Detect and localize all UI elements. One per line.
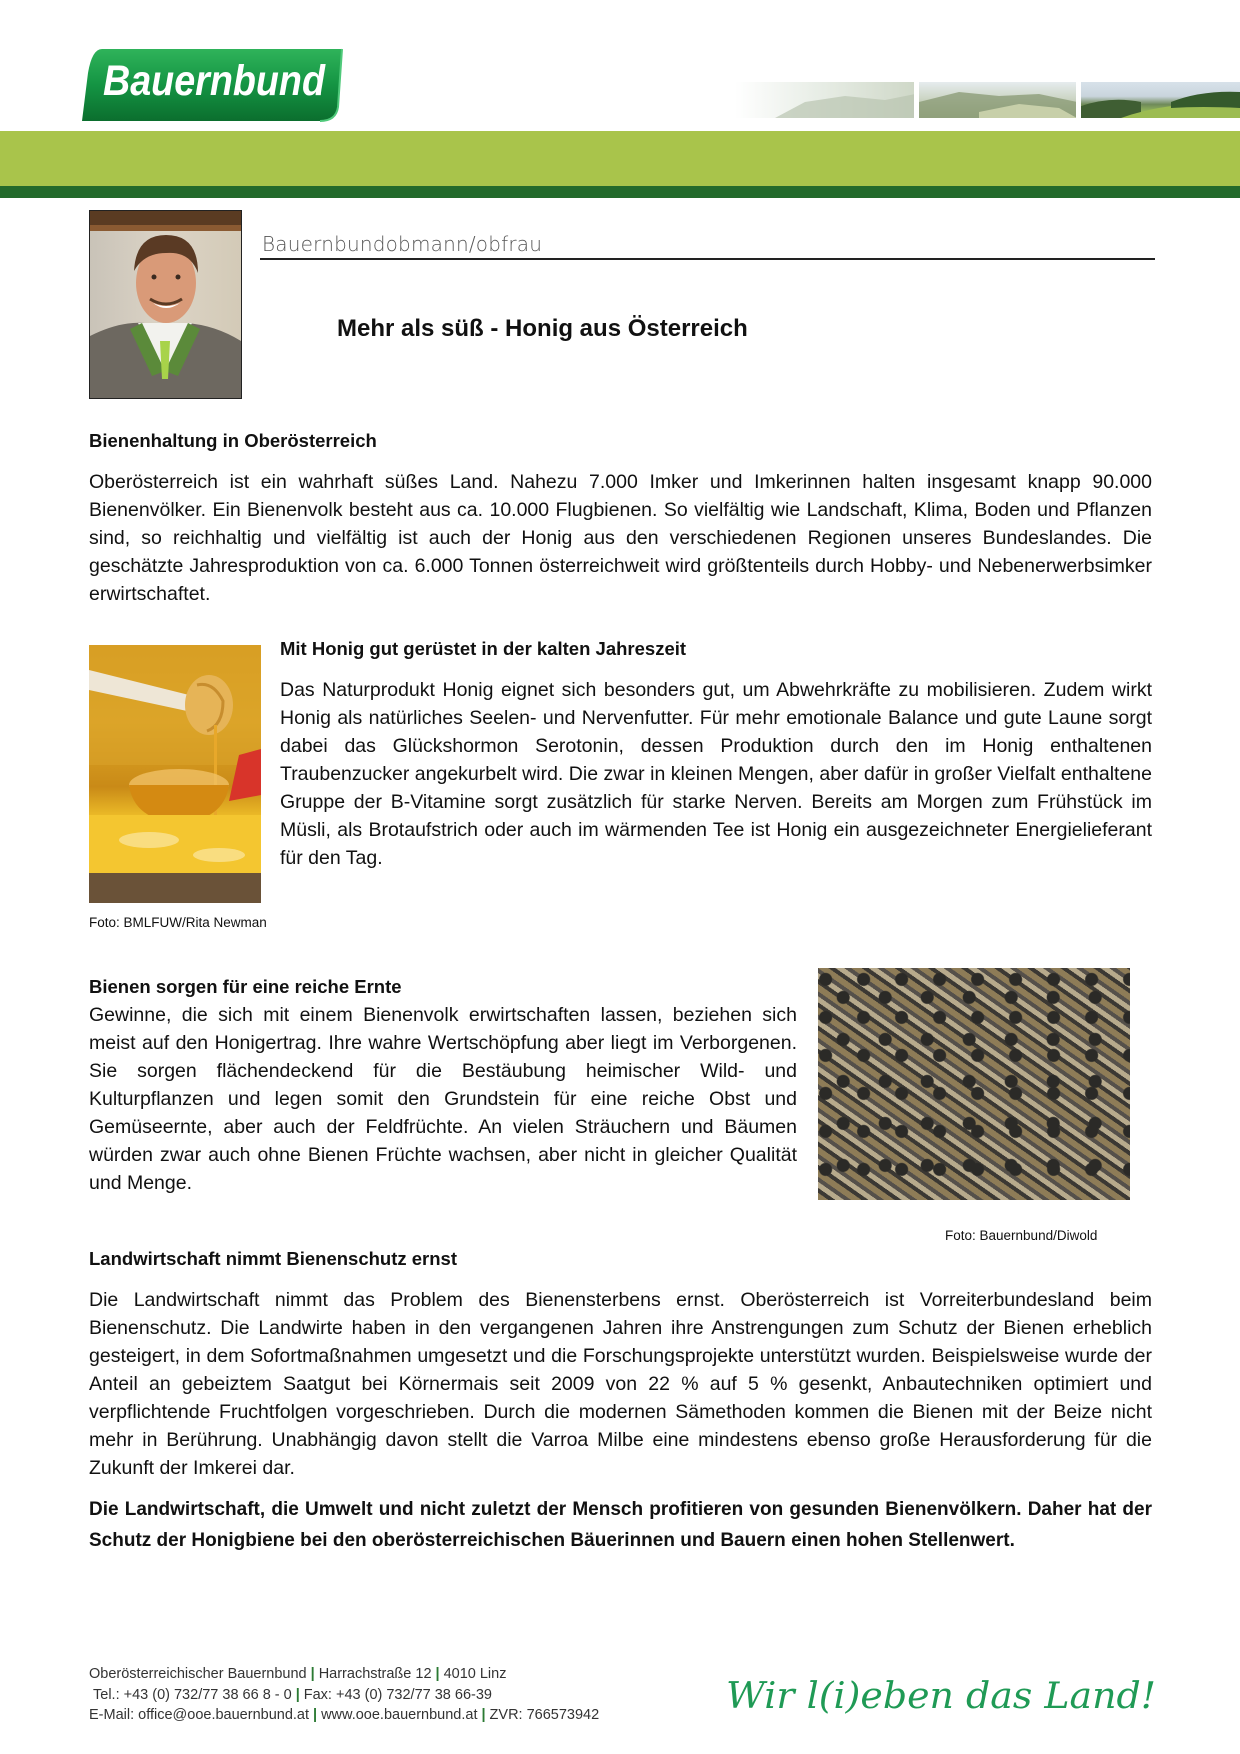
- footer-line-web: [89, 1705, 599, 1726]
- honey-photo: [89, 645, 261, 903]
- honey-photo-caption: Foto: BMLFUW/Rita Newman: [89, 915, 267, 930]
- footer-zvr: ZVR: 766573942: [489, 1707, 600, 1723]
- conclusion-paragraph: Die Landwirtschaft, die Umwelt und nicht zuletzt der Mensch profitieren von gesunden Bienenvölkern. Daher hat der Schutz der Honigbiene bei den oberösterreichischen Bäuerinnen und Bauern einen hohen Stellenwert.: [89, 1499, 1152, 1551]
- footer-separator: |: [313, 1707, 318, 1723]
- bees-photo-caption: Foto: Bauernbund/Diwold: [945, 1228, 1098, 1243]
- document-title: Mehr als süß - Honig aus Österreich: [337, 315, 748, 342]
- header-band-light: [0, 131, 1240, 186]
- bees-photo: [818, 968, 1130, 1200]
- header-band-dark: [0, 186, 1240, 198]
- section-heading-bienenschutz: Landwirtschaft nimmt Bienenschutz ernst: [89, 1248, 457, 1269]
- section-heading-ernte: Bienen sorgen für eine reiche Ernte: [89, 976, 402, 997]
- landscape-image-2: [919, 82, 1076, 118]
- logo-badge-icon: [80, 47, 382, 123]
- footer-tel: Tel.: +43 (0) 732/77 38 66 8 - 0: [93, 1686, 292, 1703]
- handwritten-slogan-icon: [722, 1662, 1162, 1722]
- section-heading-honig: Mit Honig gut gerüstet in der kalten Jahreszeit: [280, 638, 687, 659]
- footer-separator: |: [310, 1666, 315, 1682]
- footer-contact: [89, 1664, 599, 1726]
- header-divider: [260, 258, 1155, 260]
- header-landscape-strip: [735, 82, 1240, 118]
- footer-city: 4010 Linz: [443, 1666, 507, 1682]
- section-body-bienenschutz: Die Landwirtschaft nimmt das Problem des Bienensterbens ernst. Oberösterreich ist Vorreiterbundesland beim Bienenschutz. Die Landwirte haben in den vergangenen Jahren ihre Anstrengungen zum Schutz der Bienen erheblich gesteigert, in dem Sofortmaßnahmen umgesetzt und die Forschungsprojekte unterstützt wurden. Beispielsweise wurde der Anteil an gebeiztem Saatgut bei Körnermais seit 2009 von 22 % auf 5 % gesenkt, Anbautechniken optimiert und verpflichtende Fruchtfolgen vorgeschrieben. Durch die modernen Sämethoden kommen die Bienen mit der Beize nicht mehr in Berührung. Unabhängig davon stellt die Varroa Milbe eine mindestens ebenso große Herausforderung für die Zukunft der Imkerei dar.: [89, 1289, 1152, 1479]
- footer-fax: Fax: +43 (0) 732/77 38 66-39: [303, 1686, 492, 1703]
- section-heading-bienenhaltung: Bienenhaltung in Oberösterreich: [89, 430, 377, 451]
- footer-website-link[interactable]: www.ooe.bauernbund.at: [321, 1707, 478, 1723]
- logo-text: Bauernbund: [102, 56, 327, 105]
- footer-separator: |: [295, 1686, 300, 1703]
- portrait-photo-icon: [90, 211, 241, 398]
- slogan-text: Wir l(i)eben das Land!: [726, 1676, 1156, 1717]
- section-body-bienenhaltung: Oberösterreich ist ein wahrhaft süßes Land. Nahezu 7.000 Imker und Imkerinnen halten insgesamt knapp 90.000 Bienenvölker. Ein Bienenvolk besteht aus ca. 10.000 Flugbienen. So vielfältig wie Landschaft, Klima, Boden und Pflanzen sind, so reichhaltig und vielfältig ist auch der Honig aus den verschiedenen Regionen unseres Bundeslandes. Die geschätzte Jahresproduktion von ca. 6.000 Tonnen österreichweit wird größtenteils durch Hobby- und Nebenerwerbsimker erwirtschaftet.: [89, 471, 1152, 605]
- landscape-image-3: [1081, 82, 1240, 118]
- footer-org: Oberösterreichischer Bauernbund: [89, 1666, 307, 1682]
- footer-email-link[interactable]: E-Mail: office@ooe.bauernbund.at: [89, 1707, 310, 1723]
- honey-dipper-icon: [89, 645, 261, 903]
- slogan-signature: [722, 1662, 1162, 1722]
- author-portrait: [89, 210, 242, 399]
- footer-separator: |: [435, 1666, 440, 1682]
- landscape-image-1: [735, 82, 914, 118]
- author-role: Bauernbundobmann/obfrau: [262, 232, 543, 256]
- footer-line-phone: [89, 1685, 599, 1706]
- section-body-ernte: Gewinne, die sich mit einem Bienenvolk erwirtschaften lassen, beziehen sich meist auf den Honigertrag. Ihre wahre Wertschöpfung aber liegt im Verborgenen. Sie sorgen flächendeckend für die Bestäubung heimischer Wild- und Kulturpflanzen und legen somit den Grundstein für eine reiche Obst und Gemüseernte, aber auch der Feldfrüchte. An vielen Sträuchern und Bäumen würden zwar auch ohne Bienen Früchte wachsen, aber nicht in gleicher Qualität und Menge.: [89, 1004, 797, 1194]
- footer-separator: |: [481, 1707, 486, 1723]
- footer-line-address: [89, 1664, 599, 1685]
- bauernbund-logo: [80, 47, 382, 123]
- footer-street: Harrachstraße 12: [318, 1666, 432, 1682]
- section-body-honig: Das Naturprodukt Honig eignet sich besonders gut, um Abwehrkräfte zu mobilisieren. Zudem wirkt Honig als natürliches Seelen- und Nervenfutter. Für mehr emotionale Balance und gute Laune sorgt dabei das Glückshormon Serotonin, dessen Produktion durch den im Honig enthaltenen Traubenzucker angekurbelt wird. Die zwar in kleinen Mengen, aber dafür in großer Vielfalt enthaltene Gruppe der B-Vitamine sorgt zusätzlich für starke Nerven. Bereits am Morgen zum Frühstück im Müsli, als Brotaufstrich oder auch im wärmenden Tee ist Honig ein ausgezeichneter Energielieferant für den Tag.: [280, 679, 1152, 869]
